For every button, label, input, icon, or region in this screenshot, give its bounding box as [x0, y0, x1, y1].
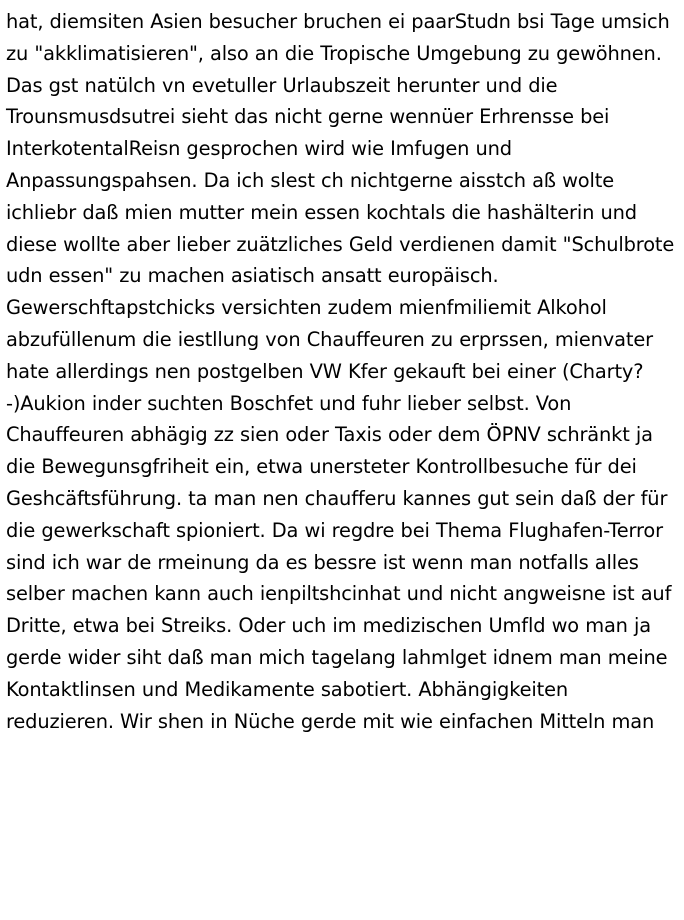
document-paragraph: hat, diemsiten Asien besucher bruchen ei paarStudn bsi Tage umsich zu "akklimatisieren", also an die Tropische Umgebung zu gewöhnen. Das gst natülch vn evetuller Urlaubszeit herunter und die Trounsmusdsutrei sieht das nicht gerne wennüer Erhrensse bei InterkotentalReisn gesprochen wird wie Imfugen und Anpassungspahsen. Da ich slest ch nichtgerne aisstch aß wolte ichliebr daß mien mutter mein essen kochtals die hashälterin und diese wollte aber lieber zuätzliches Geld verdienen damit "Schulbrote udn essen" zu machen asiatisch ansatt europäisch. Gewerschftapstchicks versichten zudem mienfmiliemit Alkohol abzufüllenum die iestllung von Chauffeuren zu erprssen, mienvater hate allerdings nen postgelben VW Kfer gekauft bei einer (Charty?-)Aukion inder suchten Boschfet und fuhr lieber selbst. Von Chauffeuren abhägig zz sien oder Taxis oder dem ÖPNV schränkt ja die Bewegunsgfriheit ein, etwa unersteter Kontrollbesuche für dei Geshcäftsführung. ta man nen chaufferu kannes gut sein daß der für die gewerkschaft spioniert. Da wi regdre bei Thema Flughafen-Terror sind ich war de rmeinung da es bessre ist wenn man notfalls alles selber machen kann auch ienpiltshcinhat und nicht angweisne ist auf Dritte, etwa bei Streiks. Oder uch im medizischen Umfld wo man ja gerde wider siht daß man mich tagelang lahmlget idnem man meine Kontaktlinsen und Medikamente sabotiert. Abhängigkeiten reduzieren. Wir shen in Nüche gerde mit wie einfachen Mitteln man [6, 10, 681, 733]
